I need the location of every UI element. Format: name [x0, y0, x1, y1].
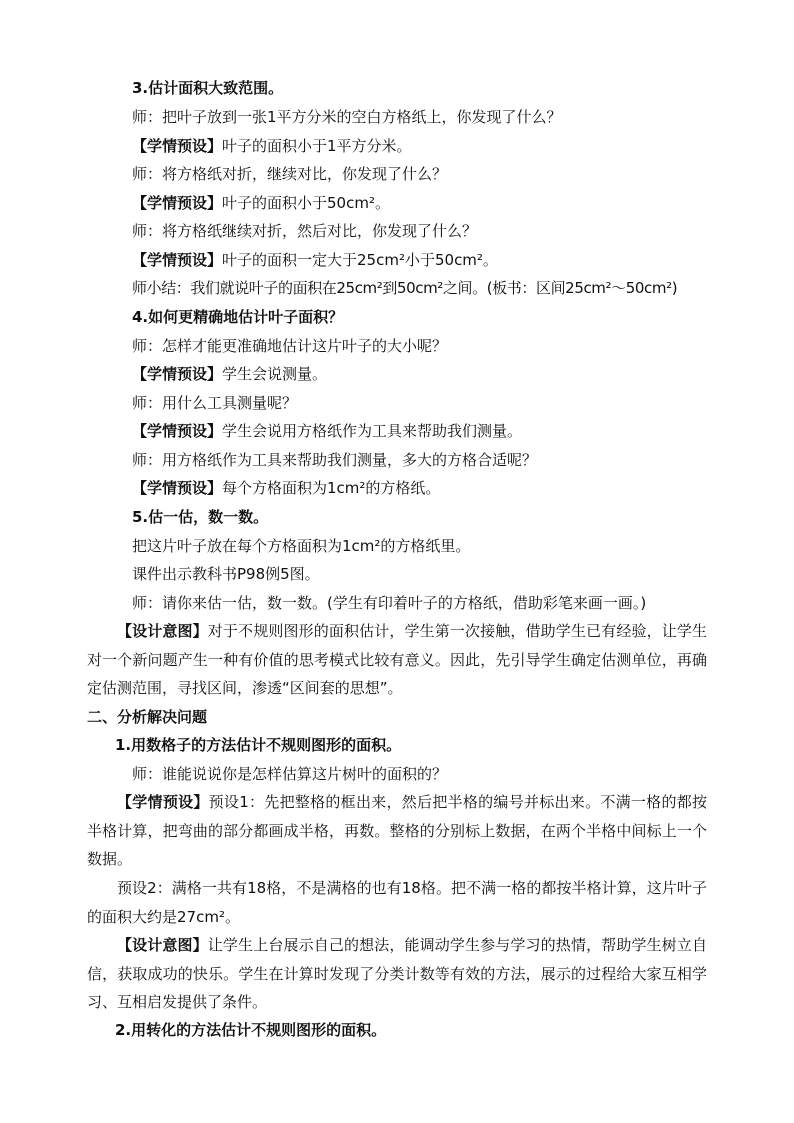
part2-sub1-preset2: 预设2：满格一共有18格，不是满格的也有18格。把不满一格的都按半格计算，这片叶子的面积大约是27cm²。 — [87, 879, 707, 926]
section4-line: 师：用方格纸作为工具来帮助我们测量，多大的方格合适呢？ — [132, 451, 538, 469]
part2-sub1-question: 师：谁能说说你是怎样估算这片树叶的面积的？ — [132, 765, 448, 783]
section5-line: 师：请你来估一估，数一数。(学生有印着叶子的方格纸，借助彩笔来画一画。) — [132, 594, 647, 612]
part2-heading: 二、分析解决问题 — [87, 708, 208, 726]
part2-sub1-heading: 1.用数格子的方法估计不规则图形的面积。 — [115, 736, 402, 754]
section4-line: 【学情预设】学生会说测量。 — [132, 365, 328, 383]
section4-line: 【学情预设】每个方格面积为1cm²的方格纸。 — [132, 479, 441, 497]
section3-summary: 师小结：我们就说叶子的面积在25cm²到50cm²之间。(板书：区间25cm²～50cm²) — [132, 279, 678, 297]
section5-line: 把这片叶子放在每个方格面积为1cm²的方格纸里。 — [132, 537, 471, 555]
section5-design-intent: 【设计意图】对于不规则图形的面积估计，学生第一次接触，借助学生已有经验，让学生对一个新问题产生一种有价值的思考模式比较有意义。因此，先引导学生确定估测单位，再确定估测范围，寻找区间，渗透“区间套的思想”。 — [87, 622, 707, 697]
section4-line: 师：用什么工具测量呢？ — [132, 394, 298, 412]
section4-heading: 4.如何更精确地估计叶子面积？ — [132, 308, 344, 326]
part2-sub1-design-intent: 【设计意图】让学生上台展示自己的想法，能调动学生参与学习的热情，帮助学生树立自信，获取成功的快乐。学生在计算时发现了分类计数等有效的方法，展示的过程给大家互相学习、互相启发提供了条件。 — [87, 936, 707, 1011]
section3-line: 【学情预设】叶子的面积小于50cm²。 — [132, 194, 390, 212]
section3-heading: 3.估计面积大致范围。 — [132, 79, 284, 97]
part2-sub1-preset: 【学情预设】预设1：先把整格的框出来，然后把半格的编号并标出来。不满一格的都按半格计算，把弯曲的部分都画成半格，再数。整格的分别标上数据，在两个半格中间标上一个数据。 — [87, 793, 707, 868]
section3-line: 师：把叶子放到一张1平方分米的空白方格纸上，你发现了什么？ — [132, 108, 562, 126]
part2-sub2-heading: 2.用转化的方法估计不规则图形的面积。 — [115, 1021, 387, 1039]
section3-line: 师：将方格纸继续对折，然后对比，你发现了什么？ — [132, 222, 478, 240]
section3-line: 【学情预设】叶子的面积一定大于25cm²小于50cm²。 — [132, 251, 498, 269]
section5-line: 课件出示教科书P98例5图。 — [132, 565, 320, 583]
section3-line: 师：将方格纸对折，继续对比，你发现了什么？ — [132, 165, 448, 183]
section3-line: 【学情预设】叶子的面积小于1平方分米。 — [132, 137, 412, 155]
section5-heading: 5.估一估，数一数。 — [132, 508, 269, 526]
section4-line: 师：怎样才能更准确地估计这片叶子的大小呢？ — [132, 337, 448, 355]
section4-line: 【学情预设】学生会说用方格纸作为工具来帮助我们测量。 — [132, 422, 523, 440]
